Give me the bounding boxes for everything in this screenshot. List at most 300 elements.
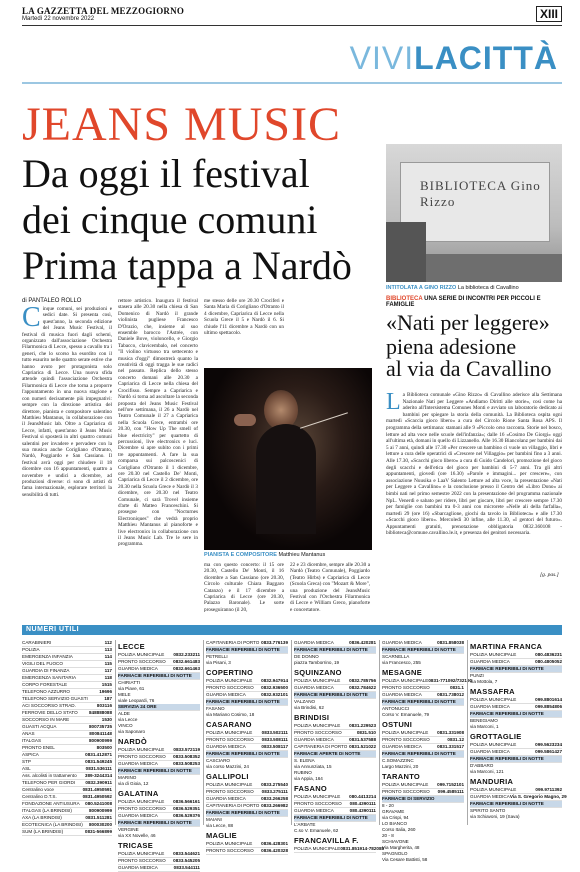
service-name: GUARDIA MEDICA	[206, 796, 246, 801]
service-number: 0831.851914-782088	[340, 846, 385, 851]
service-number: 099.5861427	[535, 749, 562, 754]
service-number: 0832.785756	[349, 678, 376, 683]
number-row	[118, 652, 200, 659]
service-number: 117	[104, 668, 112, 673]
service-name: POLIZIA MUNICIPALE	[382, 782, 429, 787]
service-number: 0832.661483	[173, 659, 200, 664]
service-number: 0831.1	[449, 685, 464, 690]
pharmacy-header: FARMACIE REPERIBILI DI NOTTE	[206, 699, 288, 706]
city-name: GALATINA	[118, 789, 159, 798]
photo-hand	[234, 414, 256, 426]
service-number: 0832.661463	[173, 666, 200, 671]
column-divider	[203, 640, 204, 825]
service-number: 099.8801614	[535, 697, 562, 702]
service-number: 0832.233211	[173, 652, 200, 657]
pharmacy-header: FARMACIE REPERIBILI DI NOTTE	[470, 666, 562, 673]
pharmacy-header: FARMACIE REPERIBILI DI NOTTE	[470, 756, 562, 763]
service-name: GUARDIA MEDICA	[470, 749, 510, 754]
service-name: SUM (LA BRINDISI)	[22, 829, 64, 834]
service-name: POLIZIA MUNICIPALE	[118, 747, 165, 752]
photo-caption-text: Matthieu Mantanus	[278, 552, 326, 558]
numeri-utili-title: NUMERI UTILI	[26, 626, 80, 633]
pharmacy-entry: C.SOMAZZINC	[382, 758, 414, 763]
general-number-row	[22, 661, 112, 668]
number-row	[206, 685, 288, 692]
pharmacy-entry: ALDE	[118, 711, 131, 716]
pharmacy-entry: via Saponaro	[118, 729, 146, 734]
photo-baton	[300, 412, 348, 428]
service-name: Centralino voce	[22, 787, 54, 792]
column-divider	[379, 640, 380, 825]
side-headline-3: al via da Cavallino	[386, 356, 552, 381]
city-name: MARTINA FRANCA	[470, 642, 543, 651]
general-number-row	[22, 675, 112, 682]
number-row	[382, 640, 464, 647]
service-number: 080.5241008	[85, 801, 112, 806]
number-row	[382, 737, 464, 744]
numbers-column-3	[294, 640, 385, 853]
number-row	[118, 865, 200, 872]
number-row	[382, 789, 464, 796]
number-row	[294, 794, 376, 801]
service-number: 0833.545205	[173, 858, 200, 863]
general-number-row	[22, 738, 112, 745]
side-photo-caption	[386, 285, 562, 291]
pharmacy-entry: via corso Mazzini, 24	[206, 764, 249, 769]
service-number: 0833.266982	[261, 803, 288, 808]
column-divider	[115, 640, 116, 825]
pharmacy-header: SERVIZIA 24 ORE	[118, 704, 200, 711]
service-name: PRONTO SOCCORSO	[382, 789, 430, 794]
general-number-row	[22, 752, 112, 759]
pharmacy-entry: 8 - 20	[382, 803, 394, 808]
service-name: PRONTO SOCCORSO	[294, 801, 342, 806]
service-number: 0831.537588	[349, 737, 376, 742]
service-name: AXA (LA BRINDISI)	[22, 815, 62, 820]
service-number: 0836.566161	[173, 799, 200, 804]
pharmacy-entry: via di Gioia, 12	[118, 781, 149, 786]
service-name: POLIZIA MUNICIPALE	[470, 697, 517, 702]
service-name: ITALGAS (LA BRINDISI)	[22, 808, 72, 813]
general-number-row	[22, 801, 112, 808]
service-number: 0831-771092/732190	[428, 678, 473, 683]
service-number: 113	[104, 647, 112, 652]
number-row	[382, 744, 464, 751]
pharmacy-entry: via Mottola, 7	[470, 679, 498, 684]
service-name: ECOTECNICA (LA BRINDISI)	[22, 822, 83, 827]
service-number: 0831.331908	[437, 730, 464, 735]
service-name: POLIZIA MUNICIPALE	[470, 742, 517, 747]
service-name: CAPITANERIA DI PORTO	[206, 640, 260, 645]
pharmacy-entry: SCARNELLA	[382, 654, 410, 659]
service-name: GUARDIA MEDICA	[382, 744, 422, 749]
number-row	[294, 678, 376, 685]
service-name: Ass. alcolisti in trattamento	[22, 773, 77, 778]
service-name: GUARDIA MEDICA	[206, 692, 246, 697]
side-signature: [g. pas.]	[540, 572, 559, 578]
service-number: 1515	[101, 682, 112, 687]
city-name: MANDURIA	[470, 777, 514, 786]
service-name: PRONTO SOCCORSO	[118, 754, 166, 759]
service-name: TELEFONO AZZURRO	[22, 689, 70, 694]
service-number: 080.4805052	[535, 659, 562, 664]
number-row	[206, 730, 288, 737]
pharmacy-entry: RUBINO	[294, 770, 312, 775]
side-article	[386, 389, 562, 570]
city-name: OSTUNI	[382, 720, 413, 729]
pharmacy-entry: via Marconi, 1	[470, 724, 499, 729]
service-number: 19696	[99, 689, 112, 694]
service-number: 115	[104, 661, 112, 666]
service-name: EMERGENZA INFANZIA	[22, 654, 73, 659]
service-name: GUARDIA DI FINANZA	[22, 668, 70, 673]
service-name: POLIZIA MUNICIPALE	[382, 730, 429, 735]
service-name: PRONTO SOCCORSO	[206, 789, 254, 794]
number-row	[470, 742, 562, 749]
number-row	[382, 685, 464, 692]
number-row	[294, 801, 376, 808]
pharmacy-entry: LO BIANCO	[382, 821, 408, 826]
general-number-row	[22, 668, 112, 675]
general-number-row	[22, 654, 112, 661]
pharmacy-entry: SPIRITO SANTO	[470, 808, 506, 813]
service-number: 803500	[96, 745, 112, 750]
paper-date: Martedì 22 novembre 2022	[22, 16, 95, 22]
pharmacy-entry: via XX Novelle, 46	[118, 833, 156, 838]
general-number-row	[22, 640, 112, 647]
general-number-row	[22, 647, 112, 654]
pharmacy-header: FARMACIE REPERIBILI DI NOTTE	[470, 801, 562, 808]
service-number: 080.4390111	[349, 801, 376, 806]
service-number: 0832.932101	[261, 692, 288, 697]
pharmacy-entry: Corso Italia, 260	[382, 827, 416, 832]
article-column-1	[22, 302, 112, 651]
pharmacy-entry: CASCIARO	[206, 758, 230, 763]
service-name: PRONTO SOCCORSO	[382, 737, 430, 742]
city-name: COPERTINO	[206, 668, 254, 677]
service-number: 800900999	[89, 808, 112, 813]
service-name: ASPICA	[22, 752, 39, 757]
numbers-column-4	[382, 640, 473, 863]
article-column-4: 22 e 23 dicembre, sempre alle 20.30 a Nardò (Teatro Comunale), Poggiardo (Teatro Hirbs) e Capriarica di Lecce (Scuola Greca) con "Mozart & More", una produzione del JeansMusic Festival con l'Orchestra Filarmonica di Lecce e William Greco, pianoforte e concertatore.	[290, 562, 370, 613]
pharmacy-entry: via Lecce	[118, 717, 138, 722]
number-row	[470, 659, 562, 666]
service-name: STP	[22, 759, 31, 764]
conductor-photo	[204, 368, 372, 550]
pharmacy-header: FARMACIE REPERIBILI DI NOTTE	[206, 647, 288, 654]
service-number: 0833.508253	[173, 761, 200, 766]
service-number: 389-3244314	[84, 773, 112, 778]
number-row	[206, 803, 288, 810]
service-number: 800735735	[89, 724, 112, 729]
pharmacy-entry: GRAVAME	[382, 809, 405, 814]
general-number-row	[22, 808, 112, 815]
pharmacy-entry: via Schiavoni, 19 (Sava)	[470, 814, 520, 819]
pharmacy-entry: Largo Mazzini, 20	[382, 764, 419, 769]
column-divider	[467, 640, 468, 825]
number-row	[118, 851, 200, 858]
service-name: TELEFONO SERVIZIO GUASTI	[22, 696, 88, 701]
service-name: PRONTO SOCCORSO	[294, 730, 342, 735]
story-kicker: JEANS MUSIC	[22, 98, 342, 151]
page-number: XIII	[536, 6, 562, 22]
service-name: POLIZIA MUNICIPALE	[382, 678, 429, 683]
number-row	[470, 704, 562, 711]
number-row	[206, 848, 288, 855]
general-number-row	[22, 696, 112, 703]
number-row	[294, 730, 376, 737]
pharmacy-entry: CHIRIATTI	[118, 680, 141, 685]
service-name: GUASTI ACQUA	[22, 724, 57, 729]
section-rule	[22, 82, 562, 84]
city-name: LECCE	[118, 642, 145, 651]
service-name: GUARDIA MEDICA	[118, 666, 158, 671]
city-name: MESAGNE	[382, 668, 423, 677]
service-number: 0833.544111	[173, 865, 200, 870]
pharmacy-header: FARMACIE REPERIBILI DI NOTTE	[294, 647, 376, 654]
service-number: 0831.511281	[85, 815, 112, 820]
general-number-row	[22, 780, 112, 787]
service-number: 0833.275111	[261, 789, 288, 794]
service-name: SOCCORSO IN MARE	[22, 717, 70, 722]
side-article-text: a Biblioteca comunale «Gino Rizzo» di Cavallino aderisce alla Settimana Nazionale Nati per Leggere «Andiamo Diritti alle storie», così come ha aderito all'Intersistema Comunes Monti e avviato un laboratorio dedicato ai bambini per spiegare la storia della comunità. La Biblioteca ospita ogni martedì «Scaccia gioco libero» a cura del Circolo Rione Santa Rosa APS. Il programma della settimana: stamani alle 9 «Piccolo orso racconta. Storie nel bosco, letture ad alta voce nelle scuole dell'infanzia»; dalle 16 «Cosimo De Giorgi» oggi all'ultima età, domani in quello di Lizzanello. Alle 16.30 Biancolanz per bambini dai 5 ai 7 anni, quindi alle 17.30 «Per crescere un bambino ci vuole un villaggio, libri e letture a cura delle operatrici di «Crescere nel Villaggio» per bambini fino a 3 anni. Alle 17.30, «Scacchi gioco libero» a cura di Guido Candelori, promozione del gioco degli scacchi e dell'etica del gioco per bambini di 5-7 anni. Tra gli altri appuntamenti, giovedì (ore 16.30) «Parole e immagini... per crescere», con associazione Nuusika e LaaV Salento Letture ad alta voce, la presentazione «Nati per Leggere a Cavallino» e la conclusione presso il Centro del «Libro Dono» ai bimbi nati nel primo semestre 2022 con la presentazione del programma nazionale NpL. Venerdì e sabato per ridere, libri per giocare, libri per crescere sempre 17.30 per famiglie con bambini tra 0-3 anni con microrete «Nelle ali della farfalla», martedì 29 (ore 16) «Sbarcaglione, giochi da tavolo in Biblioteca» e alle 17.30 «Scacchi gioco libero». Mercoledì 30 infine, alle 11.30, «I gentori del futuro». Appuntamenti gratuiti, prenotazione obbligatoria 0832.360108 - biblioteca@comune.cavallino.le.it, e presenza dei genitori necessaria.	[386, 392, 562, 537]
pharmacy-header: FARMACIE REPERIBILI DI NOTTE	[382, 751, 464, 758]
service-name: GUARDIA MEDICA	[470, 659, 510, 664]
general-number-row	[22, 829, 112, 836]
service-name: CARABINIERI	[22, 640, 52, 645]
pharmacy-entry: L'ARBATE	[294, 822, 316, 827]
service-name: GUARDIA MEDICA	[294, 808, 334, 813]
service-name: POLIZIA MUNICIPALE	[294, 723, 341, 728]
pharmacy-entry: viale Leopardi, 76	[118, 698, 155, 703]
side-headline-2: piena adesione	[386, 334, 517, 359]
general-number-row	[22, 759, 112, 766]
section-title-bold: LACITTÀ	[414, 40, 558, 76]
pharmacy-entry: via Francesco, 255	[382, 660, 421, 665]
pharmacy-entry: via Annunziata, 15	[294, 764, 332, 769]
number-row	[294, 808, 376, 815]
pharmacy-header: FARMACIE REPERIBILI DI NOTTE	[382, 647, 464, 654]
general-number-row	[22, 710, 112, 717]
service-name: GUARDIA MEDICA	[382, 692, 422, 697]
general-number-row	[22, 794, 112, 801]
service-number: 0832.784622	[349, 685, 376, 690]
service-name: POLIZIA MUNICIPALE	[118, 652, 165, 657]
service-number: 099.7152101	[437, 782, 464, 787]
pharmacy-entry: PUNZI	[470, 673, 484, 678]
general-number-row	[22, 787, 112, 794]
numbers-column-1	[118, 640, 200, 872]
service-number: 0831.4950592	[82, 794, 112, 799]
service-number: 0831.12	[447, 737, 464, 742]
service-name: PRONTO SOCCORSO	[382, 685, 430, 690]
service-name: POLIZIA MUNICIPALE	[470, 652, 517, 657]
service-name: POLIZIA MUNICIPALE	[206, 841, 253, 846]
section-title-light: VIVI	[349, 40, 415, 76]
service-number: 800030200	[89, 822, 112, 827]
number-row	[470, 652, 562, 659]
article-column-3b: ma con questo concerto: il 15 ore 20.30, Castello De' Monti, il 16 dicembre a San Cassiano (ore 20.30, Circolo culturale Chiara Baggaro Catanzo) e il 17 dicembre a Capriarica di Lecce (ore 20.30, Palazzo Baronale). Le sorte proseguiranno (il 20,	[204, 562, 284, 613]
service-number: 0831.738012	[437, 692, 464, 697]
service-number: 0836.420281	[349, 640, 376, 645]
city-name: GALLIPOLI	[206, 772, 249, 781]
pharmacy-header: FARMACIE REPERIBILI DI NOTTE	[382, 699, 464, 706]
number-row	[294, 846, 385, 853]
side-caption-text: La biblioteca di Cavallino	[457, 285, 519, 291]
photo-caption-label: PIANISTA E COMPOSITORE	[204, 552, 277, 558]
service-name: POLIZIA MUNICIPALE	[118, 851, 165, 856]
general-number-row	[22, 731, 112, 738]
service-number: 099.4585111	[437, 789, 464, 794]
city-name: GROTTAGLIE	[470, 732, 522, 741]
pharmacy-header: FARMACIE REPERIBILI DI NOTTE	[118, 768, 200, 775]
pharmacy-header: FARMACIE DI SERVIZIO	[382, 796, 464, 803]
pharmacy-entry: via Crispi, 94	[382, 815, 409, 820]
service-number: 848888088	[89, 710, 112, 715]
service-number: 0833.776139	[261, 640, 288, 645]
headline-line-3: Prima tappa a Nardò	[22, 243, 352, 288]
photo-figure	[256, 424, 316, 534]
city-name: MAGLIE	[206, 831, 237, 840]
service-name: ASL	[22, 766, 31, 771]
pharmacy-entry: VALZANO	[294, 699, 316, 704]
pharmacy-entry: D'ABBARO	[470, 763, 494, 768]
numbers-column-5	[470, 640, 567, 820]
pharmacy-entry: via Pisani, 3	[206, 660, 231, 665]
pharmacy-entry: ANTONUCCI	[382, 706, 410, 711]
city-name: NARDÒ	[118, 737, 147, 746]
service-name: POLIZIA	[22, 647, 40, 652]
pharmacy-entry: MAIANI	[206, 817, 222, 822]
article-text-1: inque comuni, sei produzioni e sedici date. Si presenta così, quest'anno, la seconda edizione del Jeans Music Festival, il festival di musica fuori dagli schemi, organizzato dall'associazione Orchestra Filarmonica di Lecce, spesso a cavallo tra i generi, che lo scorso ha esordito con il tutto esaurito nelle quattro serate estive che hanno avuto per protagonista solo Capriarica di Lecce. Una nuova sfida attende quindi l'associazione Orchestra Filarmonica di Lecce che torna a proporre l'appuntamento in una nuova stagione e con numeri decisamente più impegnativi: sempre con la direzione artistica del direttore, pianista e compositore salentino Matthieu Mantanus, in collaborazione con il JeansMusic lab. Oltre a Capriarica di Lecce, infatti, quest'anno il Jeans Music Festival si sposterà in altri quattro comuni salentini per invadere e pervadere con la sua musica anche Corigliano d'Otranto, Nardò, Poggiardo e San Cassiano. Il festival avrà oggi per chiudere il 18 dicembre con 16 appuntamenti, quattro a novembre e undici a dicembre, ad produzioni diverse: ci sono di artisti di fama internazionale, esplorare territori la sensibilità di tutti.	[22, 306, 112, 498]
general-number-row	[22, 724, 112, 731]
service-name: POLIZIA MUNICIPALE	[206, 678, 253, 683]
numeri-utili-band	[22, 625, 562, 635]
pharmacy-header: FARMACIE APERTE DI NOTTE	[294, 751, 376, 758]
city-name: SQUINZANO	[294, 668, 342, 677]
service-name: PRONTO SOCCORSO	[206, 737, 254, 742]
pharmacy-entry: SCHIAVONE	[382, 839, 409, 844]
pharmacy-header: FARMACIE REPERIBILI DI NOTTE	[206, 751, 288, 758]
pharmacy-entry: DE DONNO	[294, 654, 319, 659]
pharmacy-entry: Via Cesare Battisti, 58	[382, 857, 428, 862]
drop-cap: C	[22, 302, 41, 333]
service-number: 0831.549245	[85, 759, 112, 764]
service-number: 0836.529351	[173, 806, 200, 811]
service-name: FONDAZIONE ANTIUSURA	[22, 801, 80, 806]
service-number: 099.9711392	[535, 787, 562, 792]
general-number-row	[22, 773, 112, 780]
service-name: GUARDIA MEDICA	[118, 813, 158, 818]
pharmacy-entry: PETRELLI	[206, 654, 228, 659]
service-number: 0831.521022	[349, 744, 376, 749]
service-number: 0831.858038	[437, 640, 464, 645]
headline-line-1: Da oggi il festival	[22, 151, 310, 196]
service-name: POLIZIA MUNICIPALE	[294, 678, 341, 683]
service-name: POLIZIA MUNICIPALE	[294, 794, 341, 799]
service-name: GUARDIA MEDICA	[118, 761, 158, 766]
service-name: GUARDIA MEDICA	[294, 640, 334, 645]
number-row	[118, 858, 200, 865]
service-name: ACI SOCCORSO STRAD.	[22, 703, 76, 708]
service-number: 099.8854806	[535, 704, 562, 709]
general-number-row	[22, 689, 112, 696]
service-number: 0833.502111	[261, 730, 288, 735]
service-number: 080.4413214	[349, 794, 376, 799]
service-name: GUARDIA MEDICA	[118, 865, 158, 870]
service-name: POLIZIA MUNICIPALE	[206, 730, 253, 735]
service-number: 0833.508111	[261, 737, 288, 742]
service-number: 080.4390111	[349, 808, 376, 813]
side-kicker	[386, 296, 562, 308]
byline: di PANTALEO ROLLO	[22, 298, 82, 304]
number-row	[294, 685, 376, 692]
number-row	[470, 787, 562, 794]
service-name: Centralino D.T.S.	[22, 794, 57, 799]
service-number: 187	[104, 696, 112, 701]
general-numbers-list	[22, 640, 112, 836]
service-name: EMERGENZA SANITARIA	[22, 675, 77, 680]
numbers-column-2	[206, 640, 288, 855]
section-title	[350, 40, 558, 76]
headline-line-2: dei cinque comuni	[22, 197, 318, 242]
pharmacy-entry: via Brindisi, 62	[294, 705, 324, 710]
masthead	[22, 6, 562, 26]
number-row	[470, 794, 567, 801]
service-name: ITALGAS	[22, 738, 42, 743]
number-row	[206, 737, 288, 744]
number-row	[206, 782, 288, 789]
service-number: 112	[104, 640, 112, 645]
number-row	[382, 730, 464, 737]
service-number: 0836.529376	[173, 813, 200, 818]
pharmacy-entry: via Marconi, 121	[470, 769, 504, 774]
pharmacy-entry: SPAGNOLO	[382, 851, 408, 856]
service-number: 0832.390911	[85, 780, 112, 785]
service-name: CAPITANERIA DI PORTO	[206, 803, 260, 808]
number-row	[118, 761, 200, 768]
number-row	[294, 744, 376, 751]
pharmacy-entry: via Lecce, 88	[206, 823, 234, 828]
service-number: 080.4836231	[535, 652, 562, 657]
service-number: 0833.508117	[261, 744, 288, 749]
service-number: 800841148	[89, 731, 112, 736]
service-name: ANAS	[22, 731, 35, 736]
service-name: PRONTO SOCCORSO	[206, 848, 254, 853]
pharmacy-entry: 20 - 8	[382, 833, 394, 838]
service-number: 0832.936500	[261, 685, 288, 690]
service-number: 118	[104, 675, 112, 680]
pharmacy-entry: Corso V. Emanuele, 79	[382, 712, 430, 717]
side-kicker-text: UNA SERIE DI INCONTRI PER PICCOLI E FAMIGLIE	[386, 296, 541, 308]
service-name: GUARDIA MEDICA	[294, 737, 334, 742]
pharmacy-entry: MELE	[118, 692, 131, 697]
service-name: POLIZIA MUNICIPALE	[206, 782, 253, 787]
general-number-row	[22, 682, 112, 689]
paper-name: LA GAZZETTA DEL MEZZOGIORNO	[22, 6, 185, 16]
number-row	[294, 723, 376, 730]
service-name: GUARDIA MEDICA	[294, 685, 334, 690]
service-name: PRONTO SOCCORSO	[118, 659, 166, 664]
service-name: FERROVIE DELLO STATO	[22, 710, 78, 715]
service-number: 0831.510	[356, 730, 376, 735]
column-divider	[291, 640, 292, 825]
service-name: PRONTO SOCCORSO	[118, 858, 166, 863]
pharmacy-header: FARMACIE REPERIBILI DI NOTTE	[206, 810, 288, 817]
pharmacy-entry: via Mariano Cosimo, 18	[206, 712, 255, 717]
service-name: TELEFONO PER GIORDI	[22, 780, 76, 785]
photo-caption	[204, 552, 372, 558]
